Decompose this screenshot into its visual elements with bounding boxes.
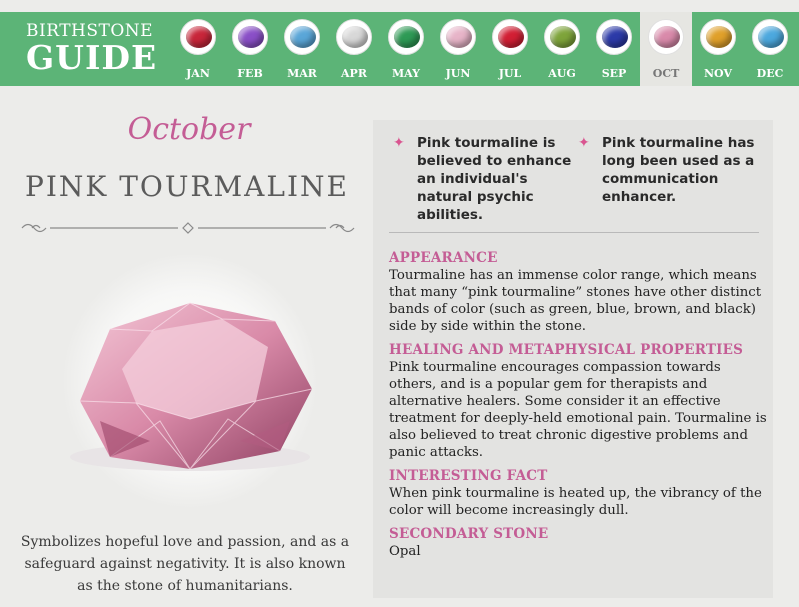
secondary-stone-section bbox=[389, 526, 769, 560]
month-tab-may[interactable] bbox=[380, 12, 432, 86]
gem-icon bbox=[186, 26, 212, 48]
month-label: SEP bbox=[601, 67, 627, 80]
section-body: When pink tourmaline is heated up, the vibrancy of the color will become increasingly dull. bbox=[389, 486, 762, 518]
header-bar bbox=[0, 12, 799, 86]
stone-description: Symbolizes hopeful love and passion, and as a safeguard against negativity. It is also known as the stone of humanitarians. bbox=[20, 534, 350, 594]
details-panel bbox=[373, 120, 773, 598]
month-tab-feb[interactable] bbox=[224, 12, 276, 86]
gem-disc bbox=[440, 19, 476, 55]
fact-bullets bbox=[391, 134, 761, 224]
gem-disc bbox=[180, 19, 216, 55]
gem-icon bbox=[342, 26, 368, 48]
month-nav bbox=[172, 12, 796, 86]
month-tab-aug[interactable] bbox=[536, 12, 588, 86]
month-label: DEC bbox=[756, 67, 784, 80]
pink-tourmaline-gem-icon bbox=[40, 251, 340, 521]
month-label: MAR bbox=[287, 67, 317, 80]
brand-title: GUIDE bbox=[26, 38, 158, 77]
gem-icon bbox=[290, 26, 316, 48]
month-tab-dec[interactable] bbox=[744, 12, 796, 86]
month-label: MAY bbox=[391, 67, 420, 80]
section-heading: HEALING AND METAPHYSICAL PROPERTIES bbox=[389, 342, 744, 358]
gem-disc bbox=[544, 19, 580, 55]
month-label: OCT bbox=[652, 67, 680, 80]
month-tab-mar[interactable] bbox=[276, 12, 328, 86]
stone-overview bbox=[0, 86, 370, 607]
gem-icon bbox=[654, 26, 680, 48]
fact-text: Pink tourmaline has long been used as a communication enhancer. bbox=[602, 135, 755, 205]
month-tab-jun[interactable] bbox=[432, 12, 484, 86]
month-label: APR bbox=[341, 67, 367, 80]
gem-disc bbox=[388, 19, 424, 55]
month-tab-jul[interactable] bbox=[484, 12, 536, 86]
gem-icon bbox=[238, 26, 264, 48]
gem-icon bbox=[446, 26, 472, 48]
gem-icon bbox=[498, 26, 524, 48]
month-tab-jan[interactable] bbox=[172, 12, 224, 86]
gem-disc bbox=[648, 19, 684, 55]
month-label: NOV bbox=[704, 67, 732, 80]
gem-disc bbox=[700, 19, 736, 55]
sparkle-icon: ✦ bbox=[393, 135, 405, 151]
detail-sections bbox=[389, 250, 769, 567]
section-body: Opal bbox=[389, 544, 421, 559]
brand-top-text: BIRTHSTONE bbox=[26, 21, 154, 41]
month-label: JUN bbox=[445, 67, 471, 80]
appearance-section bbox=[389, 250, 769, 335]
month-tab-sep[interactable] bbox=[588, 12, 640, 86]
section-heading: APPEARANCE bbox=[389, 250, 498, 266]
month-title: October bbox=[127, 112, 251, 147]
gem-icon bbox=[758, 26, 784, 48]
month-tab-apr[interactable] bbox=[328, 12, 380, 86]
gem-icon bbox=[394, 26, 420, 48]
month-label: FEB bbox=[237, 67, 263, 80]
section-heading: INTERESTING FACT bbox=[389, 468, 548, 484]
month-tab-oct[interactable] bbox=[640, 12, 692, 86]
gem-icon bbox=[602, 26, 628, 48]
gem-image bbox=[40, 251, 340, 521]
gem-disc bbox=[596, 19, 632, 55]
gem-icon bbox=[550, 26, 576, 48]
fact-bullet bbox=[391, 134, 576, 224]
fact-text: Pink tourmaline is believed to enhance an individual's natural psychic abilities. bbox=[417, 135, 572, 223]
brand-logo[interactable] bbox=[26, 22, 157, 76]
fact-bullet bbox=[576, 134, 761, 224]
sparkle-icon: ✦ bbox=[578, 135, 590, 151]
healing-section bbox=[389, 342, 769, 461]
gem-disc bbox=[284, 19, 320, 55]
section-divider bbox=[389, 232, 759, 233]
month-label: AUG bbox=[548, 67, 576, 80]
interesting-fact-section bbox=[389, 468, 769, 519]
gem-disc bbox=[336, 19, 372, 55]
stone-name: PINK TOURMALINE bbox=[24, 170, 349, 203]
section-body: Tourmaline has an immense color range, which means that many “pink tourmaline” stones have other distinct bands of color (such as green, blue, brown, and black) side by side within the stone. bbox=[389, 268, 762, 334]
gem-disc bbox=[232, 19, 268, 55]
section-heading: SECONDARY STONE bbox=[389, 526, 549, 542]
month-tab-nov[interactable] bbox=[692, 12, 744, 86]
gem-disc bbox=[752, 19, 788, 55]
month-label: JUL bbox=[498, 67, 522, 80]
ornamental-divider bbox=[18, 220, 358, 236]
section-body: Pink tourmaline encourages compassion towards others, and is a popular gem for therapists and alternative healers. Some consider it an effective treatment for deeply-held emotional pain. Tourmaline is also believed to treat chronic digestive problems and panic attacks. bbox=[389, 360, 767, 460]
gem-disc bbox=[492, 19, 528, 55]
month-label: JAN bbox=[186, 67, 210, 80]
gem-icon bbox=[706, 26, 732, 48]
